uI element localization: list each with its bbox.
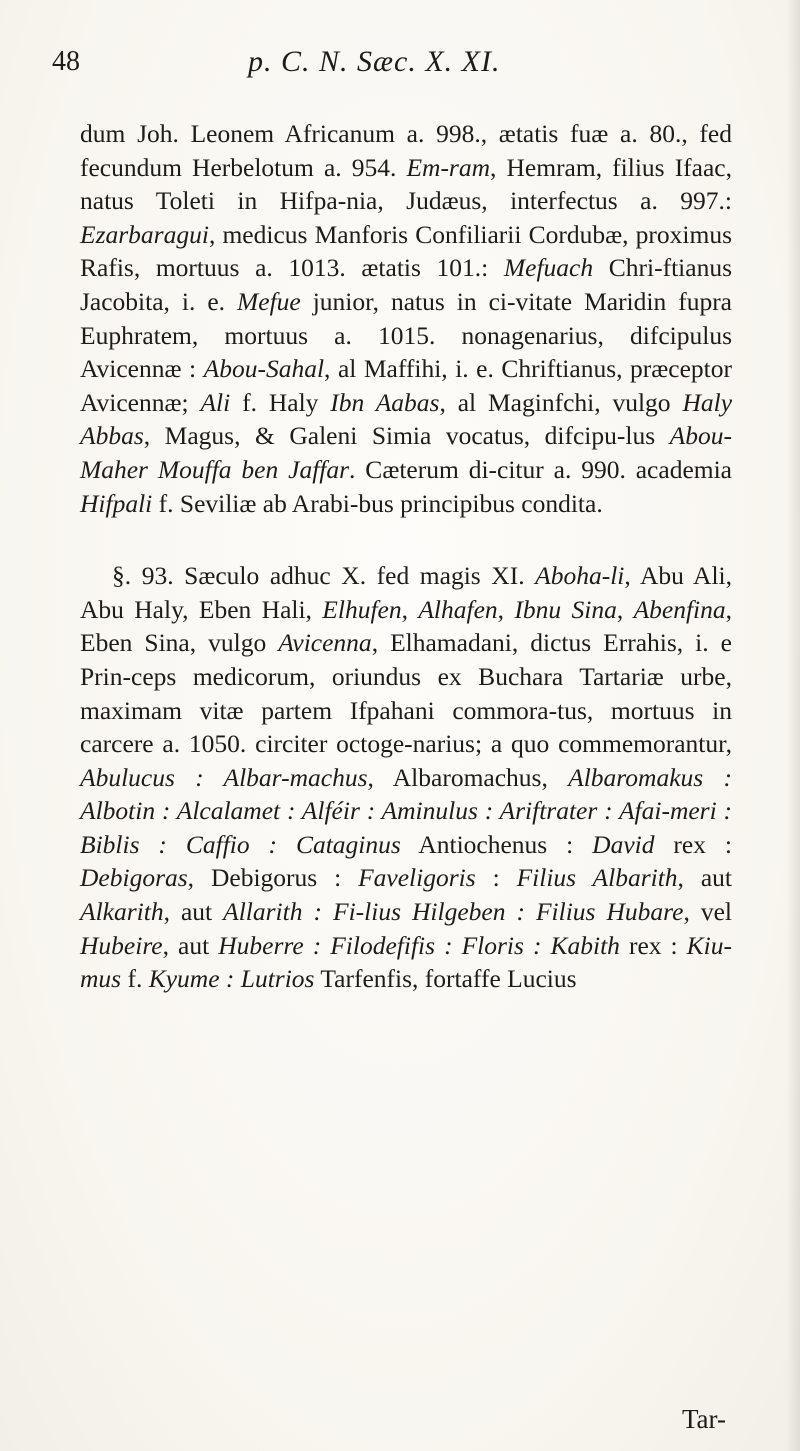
italic-name: Allarith : Fi-lius Hilgeben : Filius Hubare <box>223 897 684 927</box>
body-text <box>80 117 732 996</box>
italic-name: Alhafen <box>418 594 498 624</box>
text-run: Tarfenfis, fortaffe Lucius <box>314 964 577 994</box>
italic-name: Alkarith <box>80 897 164 927</box>
italic-name: Abulucus : Albar-machus <box>80 762 368 792</box>
text-run: , Albaromachus, <box>367 762 569 792</box>
text-run: f. <box>121 964 149 994</box>
text-run: , Eben Sina, vulgo <box>80 594 733 658</box>
italic-name: Em-ram <box>406 152 491 182</box>
italic-name: Mefue <box>237 286 301 316</box>
italic-name: Abenfina <box>633 594 726 624</box>
italic-name: Filius Albarith <box>516 863 678 893</box>
italic-name: Avicenna <box>278 628 372 658</box>
page-number: 48 <box>52 46 80 77</box>
text-run: , vel <box>683 897 733 927</box>
italic-name: David <box>592 829 655 859</box>
italic-name: Faveligoris <box>358 863 476 893</box>
paragraph-1 <box>80 117 732 520</box>
italic-name: Haly Abbas <box>80 387 733 451</box>
italic-name: Ibnu Sina <box>514 594 617 624</box>
text-run: junior, natus in ci-vitate Maridin fupra Euphratem, mortuus a. 1015. nonagenarius, difcipulus Avicennæ : <box>80 286 733 384</box>
text-run: , <box>401 594 419 624</box>
italic-name: Kyume : Lutrios <box>148 964 315 994</box>
italic-name: Hifpali <box>80 488 153 518</box>
italic-name: Ezarbaragui <box>80 219 209 249</box>
text-run: , Abu Ali, Abu Haly, Eben Hali, <box>80 561 732 624</box>
text-run: , Elhamadani, dictus Errahis, i. e Prin-ceps medicorum, oriundus ex Buchara Tartariæ urbe, maximam vitæ partem Ifpahani commora-tus, mortuus in carcere a. 1050. circiter octoge-narius; a quo commemorantur, <box>80 628 732 759</box>
text-run: f. Seviliæ ab Arabi-bus principibus condita. <box>152 488 603 518</box>
text-run: , al Maginfchi, vulgo <box>439 387 683 417</box>
italic-name: Mefuach <box>503 253 594 283</box>
catchword: Tar- <box>681 1404 726 1434</box>
italic-name: Aboha-li <box>535 561 625 591</box>
italic-name: Abou-Sahal <box>203 354 325 384</box>
text-run: , <box>497 594 515 624</box>
text-run: , Magus, & Galeni Simia vocatus, difcipu-lus <box>143 421 670 451</box>
text-run: Antiochenus : <box>400 829 593 859</box>
text-run: , Hemram, filius Ifaac, natus Toleti in Hifpa-nia, Judæus, interfectus a. 997.: <box>80 152 733 216</box>
text-run: , al Maffihi, i. e. Chriftianus, præceptor Avicennæ; <box>80 354 732 417</box>
text-run: §. 93. Sæculo adhuc X. fed magis XI. <box>112 561 536 591</box>
italic-name: Debigoras <box>80 863 188 893</box>
text-run: dum Joh. Leonem Africanum a. 998., ætatis fuæ a. 80., fed fecundum Herbelotum a. 954. <box>80 119 732 182</box>
text-run: , <box>616 594 634 624</box>
text-run: , aut <box>163 897 224 927</box>
italic-name: Huberre : Filodefifis : Floris : Kabith <box>218 930 620 960</box>
page-edge-shadow <box>786 0 800 1451</box>
text-run: rex : <box>619 930 687 960</box>
text-run: rex : <box>654 829 732 859</box>
italic-name: Abou-Maher Mouffa ben Jaffar <box>80 421 732 484</box>
text-run: , aut <box>162 930 219 960</box>
text-run: , Debigorus : <box>187 863 359 893</box>
italic-name: Ibn Aabas <box>330 387 440 417</box>
italic-name: Elhufen <box>322 594 402 624</box>
italic-name: Ali <box>200 387 231 417</box>
italic-name: Hubeire <box>80 930 163 960</box>
italic-name: Kiu-mus <box>80 930 732 994</box>
italic-name: Albaromakus : Albotin : Alcalamet : Alféir : Aminulus : Ariftrater : Afai-meri : Biblis : Caffio : Cataginus <box>80 762 732 859</box>
text-run: f. Haly <box>230 387 331 417</box>
running-head: p. C. N. Sæc. X. XI. <box>248 45 501 78</box>
text-run: . Cæterum di-citur a. 990. academia <box>349 454 732 484</box>
text-run: , medicus Manforis Confiliarii Cordubæ, proximus Rafis, mortuus a. 1013. ætatis 101.: <box>80 219 732 283</box>
text-run: : <box>475 863 517 893</box>
page-header <box>52 42 740 82</box>
paragraph-93 <box>80 559 732 996</box>
text-run: Chri-ftianus Jacobita, i. e. <box>80 253 732 316</box>
text-run: , aut <box>677 863 732 893</box>
